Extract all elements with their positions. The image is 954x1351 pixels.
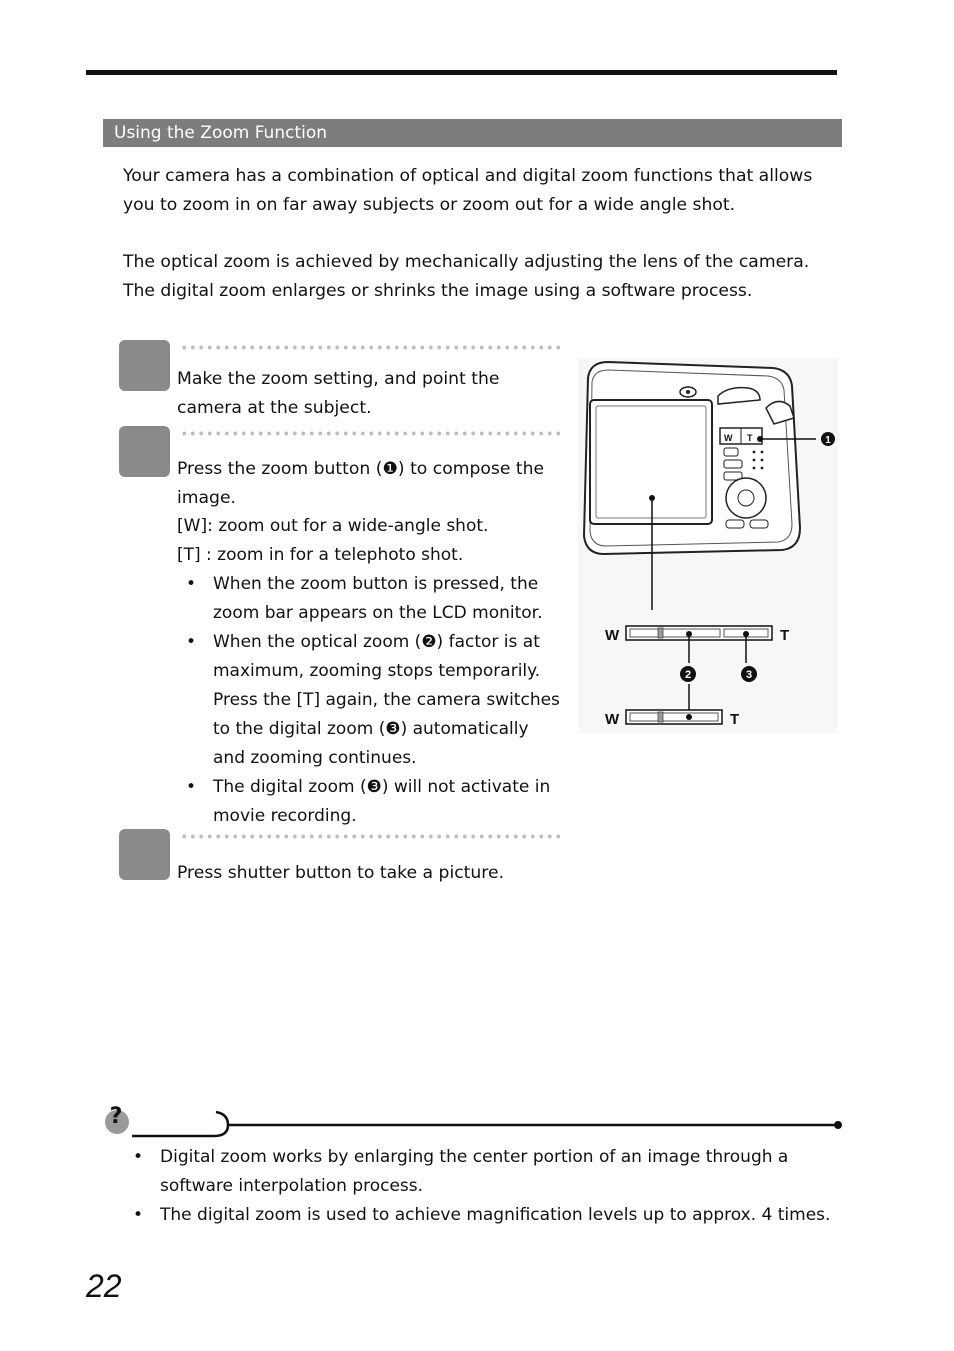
zoom-bar-t-label: T: [780, 627, 790, 644]
note-divider: [128, 1108, 848, 1142]
top-rule: [86, 70, 837, 75]
intro-paragraph-2: The optical zoom is achieved by mechanically adjusting the lens of the camera. The digital zoom enlarges or shrinks the image using a software process.: [123, 252, 810, 301]
svg-text:3: 3: [745, 669, 753, 681]
list-item: • The digital zoom (❸) will not activate in movie recording.: [177, 773, 562, 831]
svg-text:?: ?: [109, 1104, 123, 1129]
svg-text:T: T: [747, 433, 753, 443]
step-1-title: Make the zoom setting, and point the camera at the subject.: [177, 369, 500, 418]
list-item: • When the zoom button is pressed, the zoom bar appears on the LCD monitor.: [177, 570, 562, 628]
zoom-bar-t-label: T: [730, 711, 740, 728]
step-2-title: Press the zoom button (❶) to compose the image.: [177, 459, 545, 508]
dotted-divider: [180, 345, 562, 350]
page-number: 22: [86, 1268, 122, 1304]
svg-text:2: 2: [684, 669, 692, 681]
intro-paragraph-1: Your camera has a combination of optical and digital zoom functions that allows you to zoom in on far away subjects or zoom out for a wide angle shot.: [123, 166, 813, 215]
svg-text:W: W: [724, 433, 733, 443]
step-3-marker: [119, 829, 170, 880]
svg-text:1: 1: [825, 435, 831, 446]
zoom-bar-w-label: W: [605, 627, 620, 644]
step-2-marker: [119, 426, 170, 477]
list-item: • When the optical zoom (❷) factor is at maximum, zooming stops temporarily. Press the [T] again, the camera switches to the digital zoom (❸) automatically and zooming continues.: [177, 628, 562, 773]
list-item: • Digital zoom works by enlarging the center portion of an image through a software interpolation process.: [132, 1143, 832, 1201]
section-heading: Using the Zoom Function: [103, 119, 842, 147]
camera-zoom-illustration: [578, 358, 838, 733]
step-3-title: Press shutter button to take a picture.: [177, 863, 505, 883]
dotted-divider: [180, 431, 562, 436]
step-2-line-t: [T] : zoom in for a telephoto shot.: [177, 545, 464, 565]
step-2-bullet-list: [177, 570, 562, 831]
note-bullet-list: [132, 1143, 832, 1230]
dotted-divider: [180, 834, 562, 839]
step-2-line-w: [W]: zoom out for a wide-angle shot.: [177, 516, 489, 536]
list-item: • The digital zoom is used to achieve magnification levels up to approx. 4 times.: [132, 1201, 832, 1230]
step-1-marker: [119, 340, 170, 391]
zoom-bar-w-label: W: [605, 711, 620, 728]
question-mark-icon: [103, 1097, 131, 1137]
